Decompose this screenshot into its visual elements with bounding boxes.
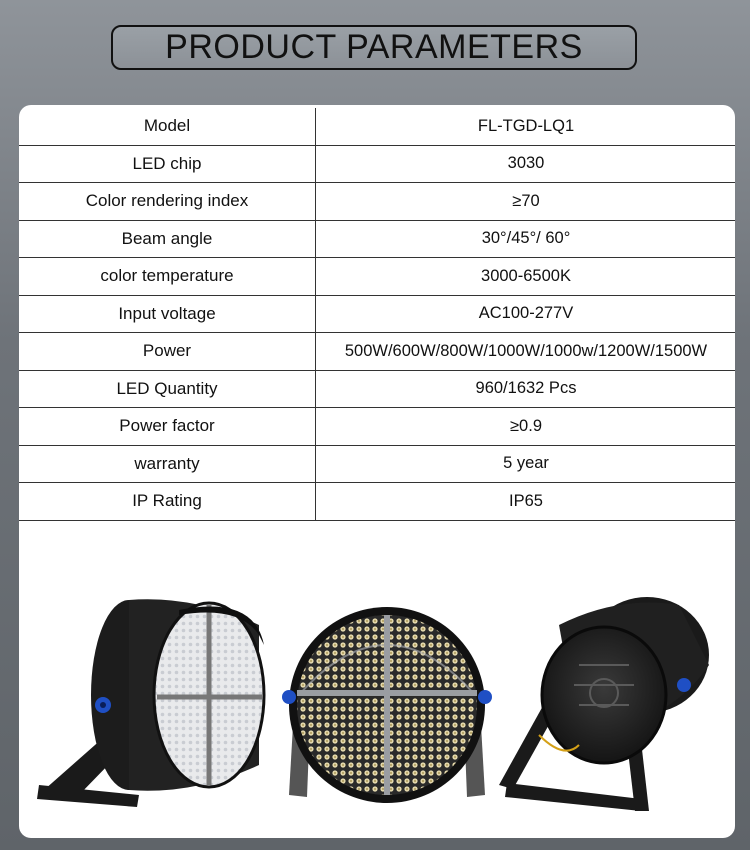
spec-value: 500W/600W/800W/1000W/1000w/1200W/1500W <box>316 333 736 371</box>
spec-value: ≥0.9 <box>316 408 736 446</box>
spec-label: Input voltage <box>19 295 316 333</box>
table-row <box>19 295 735 333</box>
table-row <box>19 445 735 483</box>
spec-value: IP65 <box>316 483 736 521</box>
table-row <box>19 483 735 521</box>
spec-label: IP Rating <box>19 483 316 521</box>
table-row <box>19 258 735 296</box>
spec-label: LED chip <box>19 145 316 183</box>
spec-value: 960/1632 Pcs <box>316 370 736 408</box>
spec-label: Power factor <box>19 408 316 446</box>
spec-value: AC100-277V <box>316 295 736 333</box>
table-row <box>19 108 735 145</box>
page-title: PRODUCT PARAMETERS <box>165 28 583 66</box>
spec-label: Model <box>19 108 316 145</box>
title-banner <box>111 25 637 70</box>
spec-value: FL-TGD-LQ1 <box>316 108 736 145</box>
table-row <box>19 145 735 183</box>
table-row <box>19 183 735 221</box>
table-row <box>19 408 735 446</box>
front-view-image <box>282 607 492 803</box>
product-photos <box>19 585 735 835</box>
spec-table <box>19 108 735 521</box>
spec-label: warranty <box>19 445 316 483</box>
spec-value: 30°/45°/ 60° <box>316 220 736 258</box>
spec-card <box>19 105 735 838</box>
spec-label: Beam angle <box>19 220 316 258</box>
table-row <box>19 333 735 371</box>
spec-value: ≥70 <box>316 183 736 221</box>
spec-value: 3000-6500K <box>316 258 736 296</box>
spec-label: color temperature <box>19 258 316 296</box>
spec-label: LED Quantity <box>19 370 316 408</box>
back-view-image <box>499 597 709 811</box>
side-view-image <box>37 599 264 807</box>
table-row <box>19 220 735 258</box>
spec-value: 3030 <box>316 145 736 183</box>
spec-value: 5 year <box>316 445 736 483</box>
spec-label: Color rendering index <box>19 183 316 221</box>
spec-label: Power <box>19 333 316 371</box>
table-row <box>19 370 735 408</box>
